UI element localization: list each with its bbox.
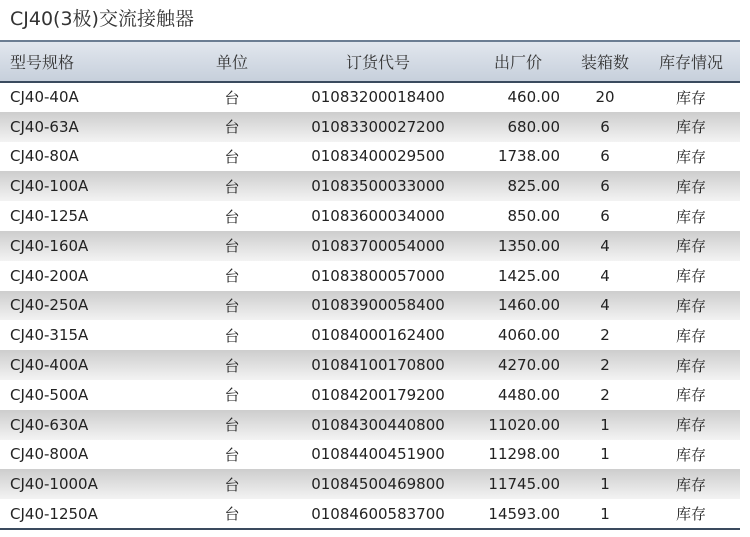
cell-unit: 台 (224, 386, 240, 405)
table-row (0, 291, 740, 321)
cell-stock: 库存 (675, 237, 706, 256)
cell-stock: 库存 (675, 207, 706, 226)
header-pack-qty: 装箱数 (568, 41, 642, 82)
cell-stock: 库存 (675, 267, 706, 286)
cell-price: 1460.00 (497, 296, 560, 315)
cell-unit: 台 (224, 207, 240, 226)
cell-pack-qty: 6 (600, 117, 610, 136)
table-header-row (0, 41, 740, 82)
cell-unit: 台 (224, 296, 240, 315)
cell-stock: 库存 (642, 499, 740, 529)
cell-order-code: 01083900058400 (311, 296, 445, 315)
cell-pack-qty: 2 (600, 326, 610, 345)
cell-stock: 库存 (675, 356, 706, 375)
cell-stock: 库存 (675, 416, 706, 435)
cell-pack-qty: 4 (600, 266, 610, 285)
cell-unit: 台 (224, 416, 240, 435)
table-row (0, 82, 740, 112)
cell-price: 1738.00 (497, 147, 560, 166)
cell-model: CJ40-800A (10, 445, 89, 464)
table-row (0, 440, 740, 470)
cell-unit: 台 (224, 147, 240, 166)
cell-pack-qty: 4 (600, 236, 610, 255)
cell-pack-qty: 2 (600, 385, 610, 404)
header-order-code: 订货代号 (288, 41, 468, 82)
cell-stock: 库存 (675, 118, 706, 137)
header-price: 出厂价 (468, 41, 568, 82)
header-stock: 库存情况 (642, 41, 740, 82)
cell-order-code: 01083600034000 (311, 207, 445, 226)
cell-order-code: 01083300027200 (311, 117, 445, 136)
cell-stock: 库存 (675, 88, 706, 107)
cell-order-code: 01084600583700 (288, 499, 468, 529)
cell-model: CJ40-315A (10, 326, 89, 345)
cell-pack-qty: 6 (600, 177, 610, 196)
cell-model: CJ40-40A (10, 88, 79, 107)
cell-price: 11745.00 (488, 475, 560, 494)
table-row (0, 201, 740, 231)
table-row (0, 469, 740, 499)
price-table-container (0, 40, 740, 530)
cell-unit: 台 (224, 356, 240, 375)
cell-model: CJ40-1000A (10, 475, 98, 494)
cell-unit: 台 (224, 237, 240, 256)
cell-price: 11298.00 (488, 445, 560, 464)
cell-price: 850.00 (507, 207, 560, 226)
cell-model: CJ40-250A (10, 296, 89, 315)
header-model: 型号规格 (0, 41, 176, 82)
table-row (0, 380, 740, 410)
table-row (0, 261, 740, 291)
table-row (0, 231, 740, 261)
cell-model: CJ40-100A (10, 177, 89, 196)
cell-pack-qty: 1 (600, 445, 610, 464)
table-row (0, 112, 740, 142)
cell-stock: 库存 (675, 445, 706, 464)
cell-price: 680.00 (507, 117, 560, 136)
cell-model: CJ40-200A (10, 266, 89, 285)
cell-model: CJ40-80A (10, 147, 79, 166)
cell-order-code: 01083800057000 (311, 266, 445, 285)
header-unit: 单位 (176, 41, 288, 82)
cell-price: 14593.00 (468, 499, 568, 529)
cell-pack-qty: 20 (595, 88, 615, 107)
cell-pack-qty: 4 (600, 296, 610, 315)
price-table (0, 40, 740, 530)
cell-price: 4060.00 (497, 326, 560, 345)
cell-pack-qty: 6 (600, 207, 610, 226)
cell-price: 11020.00 (488, 415, 560, 434)
cell-stock: 库存 (675, 475, 706, 494)
cell-order-code: 01083200018400 (311, 88, 445, 107)
cell-price: 4270.00 (497, 356, 560, 375)
cell-stock: 库存 (675, 326, 706, 345)
cell-unit: 台 (224, 445, 240, 464)
cell-order-code: 01083700054000 (311, 236, 445, 255)
page-title: CJ40(3极)交流接触器 (10, 8, 194, 30)
cell-unit: 台 (224, 326, 240, 345)
cell-order-code: 01084000162400 (311, 326, 445, 345)
cell-order-code: 01084100170800 (311, 356, 445, 375)
cell-order-code: 01084200179200 (311, 385, 445, 404)
cell-model: CJ40-500A (10, 385, 89, 404)
cell-price: 1350.00 (497, 236, 560, 255)
cell-unit: 台 (224, 88, 240, 107)
cell-pack-qty: 2 (600, 356, 610, 375)
cell-pack-qty: 1 (600, 475, 610, 494)
cell-price: 825.00 (507, 177, 560, 196)
cell-order-code: 01083500033000 (311, 177, 445, 196)
cell-unit: 台 (224, 118, 240, 137)
table-row (0, 499, 740, 529)
cell-stock: 库存 (675, 147, 706, 166)
cell-stock: 库存 (675, 386, 706, 405)
cell-model: CJ40-125A (10, 207, 89, 226)
cell-order-code: 01083400029500 (311, 147, 445, 166)
cell-unit: 台 (224, 177, 240, 196)
cell-unit: 台 (176, 499, 288, 529)
cell-stock: 库存 (675, 177, 706, 196)
cell-order-code: 01084500469800 (311, 475, 445, 494)
cell-order-code: 01084300440800 (311, 415, 445, 434)
cell-model: CJ40-630A (10, 415, 89, 434)
cell-stock: 库存 (675, 296, 706, 315)
cell-price: 460.00 (507, 88, 560, 107)
table-row (0, 320, 740, 350)
cell-model: CJ40-160A (10, 236, 89, 255)
table-row (0, 410, 740, 440)
table-row (0, 171, 740, 201)
cell-unit: 台 (224, 475, 240, 494)
cell-unit: 台 (224, 267, 240, 286)
cell-model: CJ40-1250A (0, 499, 176, 529)
table-row (0, 350, 740, 380)
table-body (0, 82, 740, 529)
cell-model: CJ40-63A (10, 117, 79, 136)
cell-price: 4480.00 (497, 385, 560, 404)
cell-pack-qty: 1 (568, 499, 642, 529)
cell-pack-qty: 1 (600, 415, 610, 434)
table-row (0, 142, 740, 172)
cell-pack-qty: 6 (600, 147, 610, 166)
cell-order-code: 01084400451900 (311, 445, 445, 464)
cell-price: 1425.00 (497, 266, 560, 285)
cell-model: CJ40-400A (10, 356, 89, 375)
